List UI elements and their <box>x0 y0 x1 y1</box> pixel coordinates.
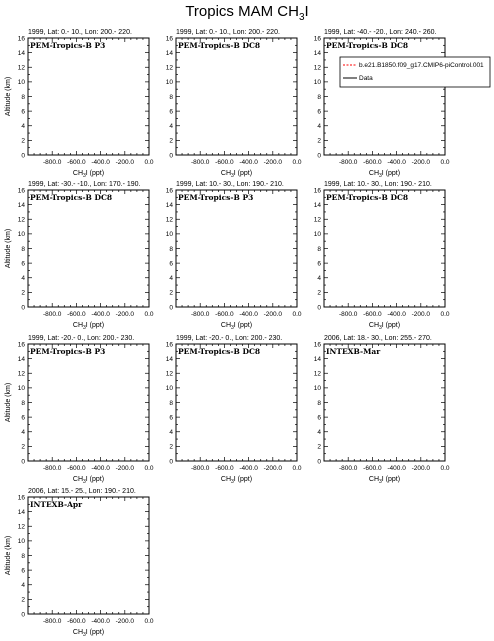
y-tick-label: 6 <box>21 414 25 422</box>
y-tick-label: 8 <box>169 245 173 253</box>
y-tick-label: 2 <box>21 289 25 297</box>
y-tick-label: 8 <box>21 93 25 101</box>
campaign-label: PEM-Tropics-B DC8 <box>30 193 113 202</box>
x-tick-label: -800.0 <box>42 465 62 472</box>
x-axis-label: $CH_3I$ (ppt) <box>368 476 401 485</box>
y-tick-label: 14 <box>17 201 25 209</box>
y-tick-label: 8 <box>21 552 25 560</box>
y-tick-label: 14 <box>313 355 321 363</box>
x-axis-label: $CH_3I$ (ppt) <box>368 170 401 179</box>
plot-frame <box>324 344 445 461</box>
y-tick-label: 4 <box>21 123 25 131</box>
x-tick-label: -400.0 <box>387 311 406 318</box>
y-tick-label: 16 <box>165 341 173 349</box>
chart-panel-7 <box>5 335 154 485</box>
y-tick-label: 0 <box>169 458 173 466</box>
y-tick-label: 10 <box>313 79 321 87</box>
chart-panel-3 <box>314 29 490 179</box>
chart-panel-1 <box>5 29 154 179</box>
y-tick-label: 6 <box>317 414 321 422</box>
y-tick-label: 6 <box>21 567 25 575</box>
y-tick-label: 10 <box>17 79 25 87</box>
y-tick-label: 0 <box>169 304 173 312</box>
y-tick-label: 2 <box>21 137 25 145</box>
y-tick-label: 4 <box>169 275 173 283</box>
chart-panel-9 <box>314 335 450 485</box>
y-tick-label: 12 <box>165 370 173 378</box>
x-axis-label: $CH_3I$ (ppt) <box>72 322 105 331</box>
chart-panel-6 <box>314 181 450 331</box>
y-tick-label: 0 <box>317 304 321 312</box>
y-tick-label: 0 <box>21 304 25 312</box>
y-tick-label: 16 <box>313 187 321 195</box>
plot-frame <box>176 190 297 307</box>
x-tick-label: -800.0 <box>338 465 358 472</box>
campaign-label: PEM-Tropics-B DC8 <box>178 41 261 50</box>
y-tick-label: 16 <box>17 35 25 43</box>
x-tick-label: -800.0 <box>42 159 62 166</box>
panel-title: 1999, Lat: 0.- 10., Lon: 200.- 220. <box>176 29 280 36</box>
y-tick-label: 0 <box>169 152 173 160</box>
x-tick-label: -200.0 <box>263 465 283 472</box>
x-tick-label: -200.0 <box>411 311 431 318</box>
y-tick-label: 4 <box>21 582 25 590</box>
y-tick-label: 4 <box>169 429 173 437</box>
x-tick-label: -200.0 <box>263 159 283 166</box>
x-tick-label: -400.0 <box>239 159 258 166</box>
y-tick-label: 16 <box>165 187 173 195</box>
y-axis-label: Altitude (km) <box>5 76 12 117</box>
y-tick-label: 10 <box>165 79 173 87</box>
y-tick-label: 2 <box>169 137 173 145</box>
y-tick-label: 2 <box>317 443 321 451</box>
x-tick-label: -600.0 <box>363 311 382 318</box>
y-tick-label: 12 <box>165 64 173 72</box>
x-axis-label: $CH_3I$ (ppt) <box>220 322 253 331</box>
y-tick-label: 6 <box>21 108 25 116</box>
x-tick-label: -400.0 <box>387 159 406 166</box>
x-tick-label: -400.0 <box>91 311 110 318</box>
x-tick-label: -200.0 <box>115 311 135 318</box>
y-tick-label: 4 <box>169 123 173 131</box>
y-tick-label: 12 <box>313 370 321 378</box>
x-tick-label: -200.0 <box>263 311 283 318</box>
x-axis-label: $CH_3I$ (ppt) <box>72 476 105 485</box>
y-tick-label: 10 <box>17 385 25 393</box>
x-tick-label: -200.0 <box>115 159 135 166</box>
x-tick-label: 0.0 <box>144 618 154 625</box>
x-tick-label: -800.0 <box>338 311 358 318</box>
y-tick-label: 6 <box>317 260 321 268</box>
y-tick-label: 14 <box>17 508 25 516</box>
y-tick-label: 6 <box>169 260 173 268</box>
y-tick-label: 0 <box>317 458 321 466</box>
y-tick-label: 16 <box>165 35 173 43</box>
y-tick-label: 12 <box>313 64 321 72</box>
y-tick-label: 12 <box>313 216 321 224</box>
y-tick-label: 8 <box>21 245 25 253</box>
chart-panel-2 <box>166 29 302 179</box>
x-tick-label: 0.0 <box>440 159 450 166</box>
campaign-label: PEM-Tropics-B DC8 <box>178 347 261 356</box>
x-tick-label: -200.0 <box>411 159 431 166</box>
y-tick-label: 16 <box>17 494 25 502</box>
panel-title: 1999, Lat: 10.- 30., Lon: 190.- 210. <box>176 181 284 188</box>
x-axis-label: $CH_3I$ (ppt) <box>72 629 105 638</box>
y-tick-label: 14 <box>165 355 173 363</box>
x-tick-label: -600.0 <box>363 159 382 166</box>
y-tick-label: 10 <box>17 538 25 546</box>
legend-data-label: Data <box>359 75 373 82</box>
chart-panel-5 <box>166 181 302 331</box>
x-tick-label: -400.0 <box>91 465 110 472</box>
y-tick-label: 14 <box>313 49 321 57</box>
y-tick-label: 16 <box>313 35 321 43</box>
x-axis-label: $CH_3I$ (ppt) <box>220 170 253 179</box>
y-tick-label: 10 <box>313 385 321 393</box>
x-tick-label: -200.0 <box>115 465 135 472</box>
y-axis-label: Altitude (km) <box>5 382 12 423</box>
panel-title: 1999, Lat: -20.- 0., Lon: 200.- 230. <box>176 335 283 342</box>
y-tick-label: 8 <box>21 399 25 407</box>
x-tick-label: -600.0 <box>363 465 382 472</box>
y-tick-label: 10 <box>313 231 321 239</box>
campaign-label: PEM-Tropics-B DC8 <box>326 41 409 50</box>
panel-title: 2006, Lat: 15.- 25., Lon: 190.- 210. <box>28 488 136 495</box>
x-tick-label: 0.0 <box>440 465 450 472</box>
x-tick-label: -600.0 <box>67 465 86 472</box>
y-tick-label: 14 <box>17 49 25 57</box>
x-tick-label: -600.0 <box>215 465 234 472</box>
x-tick-label: -600.0 <box>67 159 86 166</box>
x-axis-label: $CH_3I$ (ppt) <box>368 322 401 331</box>
y-tick-label: 12 <box>165 216 173 224</box>
y-tick-label: 2 <box>21 443 25 451</box>
y-tick-label: 4 <box>317 275 321 283</box>
y-tick-label: 0 <box>21 458 25 466</box>
x-tick-label: -400.0 <box>387 465 406 472</box>
panel-title: 1999, Lat: -30.- -10., Lon: 170.- 190. <box>28 181 141 188</box>
y-tick-label: 16 <box>17 187 25 195</box>
y-tick-label: 12 <box>17 370 25 378</box>
campaign-label: INTEXB-Mar <box>326 347 381 356</box>
plot-frame <box>28 190 149 307</box>
y-tick-label: 8 <box>317 93 321 101</box>
y-tick-label: 14 <box>165 201 173 209</box>
y-tick-label: 14 <box>313 201 321 209</box>
x-tick-label: 0.0 <box>440 311 450 318</box>
y-tick-label: 4 <box>317 429 321 437</box>
chart-panel-10 <box>5 488 154 638</box>
x-tick-label: -600.0 <box>67 618 86 625</box>
y-tick-label: 12 <box>17 216 25 224</box>
y-tick-label: 10 <box>165 231 173 239</box>
y-tick-label: 14 <box>165 49 173 57</box>
y-tick-label: 16 <box>313 341 321 349</box>
x-tick-label: -400.0 <box>91 159 110 166</box>
plot-frame <box>28 497 149 614</box>
y-tick-label: 4 <box>21 429 25 437</box>
panel-title: 1999, Lat: 0.- 10., Lon: 200.- 220. <box>28 29 132 36</box>
x-tick-label: 0.0 <box>144 311 154 318</box>
y-tick-label: 2 <box>21 596 25 604</box>
y-axis-label: Altitude (km) <box>5 535 12 576</box>
y-tick-label: 0 <box>21 611 25 619</box>
campaign-label: PEM-Tropics-B DC8 <box>326 193 409 202</box>
x-tick-label: -800.0 <box>338 159 358 166</box>
y-tick-label: 6 <box>169 108 173 116</box>
y-tick-label: 14 <box>17 355 25 363</box>
y-tick-label: 2 <box>317 137 321 145</box>
page-title: Tropics MAM $CH_3I$ <box>185 3 309 23</box>
y-tick-label: 6 <box>317 108 321 116</box>
legend-model-label: b.e21.B1850.f09_g17.CMIP6-piControl.001 <box>359 62 484 69</box>
y-tick-label: 10 <box>165 385 173 393</box>
plot-frame <box>176 38 297 155</box>
x-tick-label: -800.0 <box>42 311 62 318</box>
x-tick-label: -800.0 <box>190 311 210 318</box>
y-tick-label: 12 <box>17 523 25 531</box>
y-tick-label: 4 <box>21 275 25 283</box>
x-tick-label: -400.0 <box>91 618 110 625</box>
x-tick-label: 0.0 <box>144 159 154 166</box>
x-tick-label: 0.0 <box>144 465 154 472</box>
y-tick-label: 10 <box>17 231 25 239</box>
panel-title: 1999, Lat: -20.- 0., Lon: 200.- 230. <box>28 335 135 342</box>
panel-title: 2006, Lat: 18.- 30., Lon: 255.- 270. <box>324 335 432 342</box>
x-tick-label: 0.0 <box>292 311 302 318</box>
x-tick-label: -600.0 <box>215 159 234 166</box>
campaign-label: PEM-Tropics-B P3 <box>30 41 106 50</box>
y-tick-label: 8 <box>169 93 173 101</box>
y-tick-label: 16 <box>17 341 25 349</box>
y-tick-label: 12 <box>17 64 25 72</box>
y-tick-label: 4 <box>317 123 321 131</box>
plot-frame <box>324 38 445 155</box>
x-tick-label: -600.0 <box>67 311 86 318</box>
x-tick-label: 0.0 <box>292 465 302 472</box>
x-tick-label: -400.0 <box>239 465 258 472</box>
y-tick-label: 8 <box>317 245 321 253</box>
x-axis-label: $CH_3I$ (ppt) <box>220 476 253 485</box>
y-tick-label: 0 <box>317 152 321 160</box>
x-tick-label: -200.0 <box>411 465 431 472</box>
plot-frame <box>28 38 149 155</box>
plot-frame <box>324 190 445 307</box>
panel-title: 1999, Lat: 10.- 30., Lon: 190.- 210. <box>324 181 432 188</box>
plot-frame <box>176 344 297 461</box>
x-tick-label: -200.0 <box>115 618 135 625</box>
y-tick-label: 0 <box>21 152 25 160</box>
y-tick-label: 2 <box>317 289 321 297</box>
y-tick-label: 2 <box>169 443 173 451</box>
y-tick-label: 8 <box>317 399 321 407</box>
x-tick-label: -600.0 <box>215 311 234 318</box>
campaign-label: PEM-Tropics-B P3 <box>30 347 106 356</box>
x-tick-label: 0.0 <box>292 159 302 166</box>
chart-panel-4 <box>5 181 154 331</box>
panel-title: 1999, Lat: -40.- -20., Lon: 240.- 260. <box>324 29 437 36</box>
y-tick-label: 6 <box>21 260 25 268</box>
y-tick-label: 8 <box>169 399 173 407</box>
chart-panel-8 <box>166 335 302 485</box>
x-tick-label: -400.0 <box>239 311 258 318</box>
plot-frame <box>28 344 149 461</box>
x-axis-label: $CH_3I$ (ppt) <box>72 170 105 179</box>
y-tick-label: 6 <box>169 414 173 422</box>
campaign-label: INTEXB-Apr <box>30 500 83 509</box>
x-tick-label: -800.0 <box>42 618 62 625</box>
y-axis-label: Altitude (km) <box>5 228 12 269</box>
y-tick-label: 2 <box>169 289 173 297</box>
campaign-label: PEM-Tropics-B P3 <box>178 193 254 202</box>
x-tick-label: -800.0 <box>190 465 210 472</box>
x-tick-label: -800.0 <box>190 159 210 166</box>
